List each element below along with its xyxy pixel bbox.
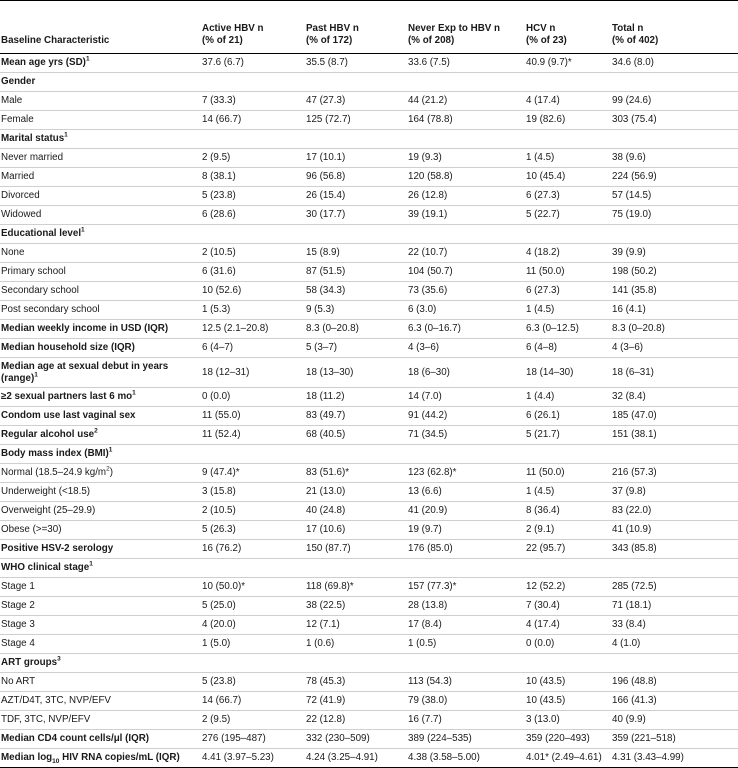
row-value-col4: 8 (36.4): [524, 502, 610, 521]
table-row: [0, 692, 738, 711]
table-row: [0, 521, 738, 540]
row-value-col1: 5 (23.8): [200, 673, 304, 692]
row-value-col5: 33 (8.4): [610, 616, 738, 635]
row-label: Educational level$^1$: [0, 225, 200, 244]
row-value-col1: 10 (52.6): [200, 282, 304, 301]
table-row: [0, 263, 738, 282]
table-row: [0, 244, 738, 263]
row-value-col5: 41 (10.9): [610, 521, 738, 540]
row-value-col4: [524, 130, 610, 149]
row-value-col5: 303 (75.4): [610, 111, 738, 130]
row-value-col1: 6 (28.6): [200, 206, 304, 225]
row-value-col4: 7 (30.4): [524, 597, 610, 616]
row-value-col5: [610, 225, 738, 244]
row-value-col1: 5 (26.3): [200, 521, 304, 540]
row-value-col1: [200, 654, 304, 673]
row-value-col2: 40 (24.8): [304, 502, 406, 521]
row-value-col5: 224 (56.9): [610, 168, 738, 187]
row-value-col1: 5 (25.0): [200, 597, 304, 616]
row-value-col2: 26 (15.4): [304, 187, 406, 206]
row-value-col3: 120 (58.8): [406, 168, 524, 187]
row-value-col1: 14 (66.7): [200, 692, 304, 711]
row-value-col4: 1 (4.5): [524, 301, 610, 320]
row-value-col1: [200, 73, 304, 92]
row-label: Obese (>=30): [0, 521, 200, 540]
table-row: [0, 358, 738, 388]
row-value-col1: 4 (20.0): [200, 616, 304, 635]
row-value-col3: 91 (44.2): [406, 407, 524, 426]
table-row: [0, 73, 738, 92]
row-value-col1: 2 (9.5): [200, 149, 304, 168]
table-row: [0, 206, 738, 225]
row-value-col2: 8.3 (0–20.8): [304, 320, 406, 339]
row-value-col1: 6 (4–7): [200, 339, 304, 358]
row-value-col1: 5 (23.8): [200, 187, 304, 206]
table-row: [0, 111, 738, 130]
table-row: [0, 464, 738, 483]
row-value-col3: 73 (35.6): [406, 282, 524, 301]
row-value-col2: 5 (3–7): [304, 339, 406, 358]
row-value-col3: 33.6 (7.5): [406, 54, 524, 73]
row-value-col2: 4.24 (3.25–4.91): [304, 749, 406, 768]
row-value-col2: 30 (17.7): [304, 206, 406, 225]
table-row: [0, 597, 738, 616]
row-value-col4: [524, 445, 610, 464]
table-row: [0, 559, 738, 578]
row-value-col2: [304, 559, 406, 578]
row-label: Gender: [0, 73, 200, 92]
row-value-col3: 39 (19.1): [406, 206, 524, 225]
row-value-col4: 5 (22.7): [524, 206, 610, 225]
row-value-col1: 0 (0.0): [200, 388, 304, 407]
row-value-col5: 39 (9.9): [610, 244, 738, 263]
row-value-col3: 79 (38.0): [406, 692, 524, 711]
row-value-col1: 14 (66.7): [200, 111, 304, 130]
row-value-col2: 58 (34.3): [304, 282, 406, 301]
row-label: None: [0, 244, 200, 263]
row-value-col2: 18 (11.2): [304, 388, 406, 407]
row-value-col3: 18 (6–30): [406, 358, 524, 388]
row-value-col4: 10 (45.4): [524, 168, 610, 187]
row-value-col4: 10 (43.5): [524, 673, 610, 692]
row-value-col1: 11 (55.0): [200, 407, 304, 426]
table-row: [0, 149, 738, 168]
row-value-col3: 4 (3–6): [406, 339, 524, 358]
row-value-col1: 3 (15.8): [200, 483, 304, 502]
row-value-col5: 57 (14.5): [610, 187, 738, 206]
row-value-col4: 3 (13.0): [524, 711, 610, 730]
row-value-col5: [610, 445, 738, 464]
row-value-col1: 10 (50.0)*: [200, 578, 304, 597]
header-characteristic: Baseline Characteristic: [0, 21, 200, 54]
row-value-col2: 125 (72.7): [304, 111, 406, 130]
row-value-col3: 71 (34.5): [406, 426, 524, 445]
row-value-col3: 16 (7.7): [406, 711, 524, 730]
row-value-col2: [304, 130, 406, 149]
row-value-col1: 7 (33.3): [200, 92, 304, 111]
row-value-col4: 6 (27.3): [524, 282, 610, 301]
row-value-col3: 44 (21.2): [406, 92, 524, 111]
row-value-col1: 16 (76.2): [200, 540, 304, 559]
row-value-col2: 9 (5.3): [304, 301, 406, 320]
row-label: Condom use last vaginal sex: [0, 407, 200, 426]
row-label: Female: [0, 111, 200, 130]
table-row: [0, 540, 738, 559]
row-value-col1: 1 (5.3): [200, 301, 304, 320]
row-label: Underweight (<18.5): [0, 483, 200, 502]
table-row: [0, 654, 738, 673]
row-value-col5: 71 (18.1): [610, 597, 738, 616]
row-value-col1: [200, 225, 304, 244]
row-value-col1: 11 (52.4): [200, 426, 304, 445]
row-value-col5: 32 (8.4): [610, 388, 738, 407]
row-label: Mean age yrs (SD)$^1$: [0, 54, 200, 73]
row-value-col4: 5 (21.7): [524, 426, 610, 445]
row-value-col1: 2 (9.5): [200, 711, 304, 730]
row-value-col4: 6 (4–8): [524, 339, 610, 358]
row-value-col4: 11 (50.0): [524, 263, 610, 282]
row-value-col1: 12.5 (2.1–20.8): [200, 320, 304, 339]
row-label: Body mass index (BMI)$^1$: [0, 445, 200, 464]
row-label: Marital status$^1$: [0, 130, 200, 149]
table-row: [0, 388, 738, 407]
row-value-col5: 34.6 (8.0): [610, 54, 738, 73]
row-value-col1: 6 (31.6): [200, 263, 304, 282]
row-value-col5: 83 (22.0): [610, 502, 738, 521]
table-row: [0, 635, 738, 654]
row-value-col3: [406, 559, 524, 578]
table-row: [0, 445, 738, 464]
row-value-col4: 2 (9.1): [524, 521, 610, 540]
row-value-col2: 96 (56.8): [304, 168, 406, 187]
row-value-col5: [610, 73, 738, 92]
row-label: Median age at sexual debut in years (range)$^1$: [0, 358, 200, 388]
row-value-col5: 8.3 (0–20.8): [610, 320, 738, 339]
table-row: [0, 130, 738, 149]
row-value-col5: 198 (50.2): [610, 263, 738, 282]
row-value-col3: 123 (62.8)*: [406, 464, 524, 483]
row-value-col1: 8 (38.1): [200, 168, 304, 187]
row-value-col5: 4 (3–6): [610, 339, 738, 358]
row-value-col2: 87 (51.5): [304, 263, 406, 282]
row-value-col3: 13 (6.6): [406, 483, 524, 502]
row-value-col3: 176 (85.0): [406, 540, 524, 559]
header-row: [0, 21, 738, 54]
row-value-col4: 1 (4.5): [524, 149, 610, 168]
row-value-col5: 343 (85.8): [610, 540, 738, 559]
header-hcv: HCV n (% of 23): [524, 21, 610, 54]
row-value-col2: 17 (10.1): [304, 149, 406, 168]
baseline-characteristics-table: [0, 21, 738, 768]
row-label: Secondary school: [0, 282, 200, 301]
row-value-col3: 22 (10.7): [406, 244, 524, 263]
row-value-col1: [200, 445, 304, 464]
row-value-col1: 37.6 (6.7): [200, 54, 304, 73]
row-label: Median $\log_{10}$ HIV RNA copies/mL (IQR): [0, 749, 200, 768]
table-row: [0, 749, 738, 768]
table-row: [0, 301, 738, 320]
row-label: Post secondary school: [0, 301, 200, 320]
row-value-col2: 78 (45.3): [304, 673, 406, 692]
row-value-col3: [406, 225, 524, 244]
row-value-col2: 15 (8.9): [304, 244, 406, 263]
row-value-col2: 22 (12.8): [304, 711, 406, 730]
row-value-col5: 75 (19.0): [610, 206, 738, 225]
row-value-col4: 4.01* (2.49–4.61): [524, 749, 610, 768]
table-row: [0, 502, 738, 521]
row-value-col5: 151 (38.1): [610, 426, 738, 445]
row-value-col4: 1 (4.5): [524, 483, 610, 502]
row-value-col2: 21 (13.0): [304, 483, 406, 502]
row-value-col4: 10 (43.5): [524, 692, 610, 711]
table-top-rule: [0, 0, 738, 1]
row-value-col5: 18 (6–31): [610, 358, 738, 388]
row-label: Widowed: [0, 206, 200, 225]
row-value-col2: 18 (13–30): [304, 358, 406, 388]
table-row: [0, 407, 738, 426]
row-label: ≥2 sexual partners last 6 $mo^1$: [0, 388, 200, 407]
row-value-col3: 14 (7.0): [406, 388, 524, 407]
row-value-col4: 1 (4.4): [524, 388, 610, 407]
row-value-col4: [524, 73, 610, 92]
row-value-col2: [304, 225, 406, 244]
row-value-col3: [406, 130, 524, 149]
table-row: [0, 282, 738, 301]
row-value-col4: 4 (18.2): [524, 244, 610, 263]
row-label: Male: [0, 92, 200, 111]
row-value-col1: 9 (47.4)*: [200, 464, 304, 483]
row-value-col2: [304, 73, 406, 92]
table-row: [0, 92, 738, 111]
row-value-col4: [524, 654, 610, 673]
row-value-col3: 1 (0.5): [406, 635, 524, 654]
row-value-col3: 28 (13.8): [406, 597, 524, 616]
row-value-col2: 83 (51.6)*: [304, 464, 406, 483]
table-row: [0, 339, 738, 358]
row-value-col3: 4.38 (3.58–5.00): [406, 749, 524, 768]
row-value-col2: 332 (230–509): [304, 730, 406, 749]
row-value-col3: 19 (9.3): [406, 149, 524, 168]
row-value-col5: [610, 654, 738, 673]
table-row: [0, 673, 738, 692]
row-value-col4: 19 (82.6): [524, 111, 610, 130]
row-value-col3: 6 (3.0): [406, 301, 524, 320]
row-value-col2: 47 (27.3): [304, 92, 406, 111]
row-value-col3: 6.3 (0–16.7): [406, 320, 524, 339]
table-row: [0, 54, 738, 73]
row-value-col1: 276 (195–487): [200, 730, 304, 749]
row-label: No ART: [0, 673, 200, 692]
row-value-col3: 113 (54.3): [406, 673, 524, 692]
row-value-col4: 40.9 (9.7)*: [524, 54, 610, 73]
row-label: Stage 1: [0, 578, 200, 597]
header-never-exp-hbv: Never Exp to HBV n (% of 208): [406, 21, 524, 54]
row-value-col5: 4.31 (3.43–4.99): [610, 749, 738, 768]
row-label: Divorced: [0, 187, 200, 206]
row-value-col2: 118 (69.8)*: [304, 578, 406, 597]
row-label: Median CD4 count cells/μl (IQR): [0, 730, 200, 749]
row-value-col2: 150 (87.7): [304, 540, 406, 559]
table-row: [0, 320, 738, 339]
row-value-col4: 11 (50.0): [524, 464, 610, 483]
row-value-col4: 22 (95.7): [524, 540, 610, 559]
table-row: [0, 187, 738, 206]
row-label: ART groups$^3$: [0, 654, 200, 673]
row-value-col3: [406, 445, 524, 464]
row-value-col3: 157 (77.3)*: [406, 578, 524, 597]
row-value-col3: 389 (224–535): [406, 730, 524, 749]
table-row: [0, 730, 738, 749]
row-value-col3: 19 (9.7): [406, 521, 524, 540]
row-label: Primary school: [0, 263, 200, 282]
row-value-col3: 164 (78.8): [406, 111, 524, 130]
row-value-col4: 6 (27.3): [524, 187, 610, 206]
row-value-col5: 37 (9.8): [610, 483, 738, 502]
row-value-col4: 18 (14–30): [524, 358, 610, 388]
row-value-col2: 38 (22.5): [304, 597, 406, 616]
table-row: [0, 225, 738, 244]
row-value-col2: 68 (40.5): [304, 426, 406, 445]
row-value-col5: 38 (9.6): [610, 149, 738, 168]
table-body: [0, 54, 738, 768]
row-value-col5: 185 (47.0): [610, 407, 738, 426]
table-row: [0, 711, 738, 730]
row-label: AZT/D4T, 3TC, NVP/EFV: [0, 692, 200, 711]
row-label: Overweight (25–29.9): [0, 502, 200, 521]
row-value-col4: 6 (26.1): [524, 407, 610, 426]
row-value-col5: 216 (57.3): [610, 464, 738, 483]
row-value-col1: 1 (5.0): [200, 635, 304, 654]
row-label: Stage 2: [0, 597, 200, 616]
row-value-col3: 41 (20.9): [406, 502, 524, 521]
table-row: [0, 168, 738, 187]
row-value-col5: 359 (221–518): [610, 730, 738, 749]
row-value-col5: 99 (24.6): [610, 92, 738, 111]
row-value-col5: 16 (4.1): [610, 301, 738, 320]
row-label: Never married: [0, 149, 200, 168]
row-label: Stage 3: [0, 616, 200, 635]
row-value-col2: 17 (10.6): [304, 521, 406, 540]
row-value-col4: 4 (17.4): [524, 92, 610, 111]
row-value-col2: 83 (49.7): [304, 407, 406, 426]
row-label: Regular alcohol use$^2$: [0, 426, 200, 445]
row-value-col5: [610, 559, 738, 578]
row-value-col3: 26 (12.8): [406, 187, 524, 206]
row-label: WHO clinical stage$^1$: [0, 559, 200, 578]
row-value-col3: 104 (50.7): [406, 263, 524, 282]
row-value-col1: 18 (12–31): [200, 358, 304, 388]
row-value-col5: 4 (1.0): [610, 635, 738, 654]
table-row: [0, 483, 738, 502]
row-label: Median weekly income in USD (IQR): [0, 320, 200, 339]
row-label: Positive HSV-2 serology: [0, 540, 200, 559]
row-value-col4: 6.3 (0–12.5): [524, 320, 610, 339]
header-active-hbv: Active HBV n (% of 21): [200, 21, 304, 54]
header-past-hbv: Past HBV n (% of 172): [304, 21, 406, 54]
row-value-col1: 2 (10.5): [200, 502, 304, 521]
row-value-col2: [304, 445, 406, 464]
row-value-col1: 2 (10.5): [200, 244, 304, 263]
row-value-col5: 141 (35.8): [610, 282, 738, 301]
row-value-col2: [304, 654, 406, 673]
row-label: Stage 4: [0, 635, 200, 654]
row-value-col2: 1 (0.6): [304, 635, 406, 654]
row-value-col3: 17 (8.4): [406, 616, 524, 635]
row-value-col2: 35.5 (8.7): [304, 54, 406, 73]
row-label: Normal (18.5–24.9 $kg/m^2$): [0, 464, 200, 483]
table-row: [0, 616, 738, 635]
row-label: Median household size (IQR): [0, 339, 200, 358]
table-row: [0, 578, 738, 597]
row-value-col5: 40 (9.9): [610, 711, 738, 730]
row-value-col4: 4 (17.4): [524, 616, 610, 635]
row-value-col1: [200, 130, 304, 149]
row-value-col2: 12 (7.1): [304, 616, 406, 635]
row-value-col2: 72 (41.9): [304, 692, 406, 711]
row-value-col1: [200, 559, 304, 578]
row-value-col5: 166 (41.3): [610, 692, 738, 711]
row-value-col3: [406, 73, 524, 92]
header-total: Total n (% of 402): [610, 21, 738, 54]
row-value-col4: [524, 225, 610, 244]
row-value-col3: [406, 654, 524, 673]
table-row: [0, 426, 738, 445]
row-label: Married: [0, 168, 200, 187]
row-value-col4: 359 (220–493): [524, 730, 610, 749]
row-value-col4: [524, 559, 610, 578]
row-value-col5: 285 (72.5): [610, 578, 738, 597]
row-value-col1: 4.41 (3.97–5.23): [200, 749, 304, 768]
row-label: TDF, 3TC, NVP/EFV: [0, 711, 200, 730]
row-value-col4: 0 (0.0): [524, 635, 610, 654]
row-value-col4: 12 (52.2): [524, 578, 610, 597]
row-value-col5: [610, 130, 738, 149]
row-value-col5: 196 (48.8): [610, 673, 738, 692]
